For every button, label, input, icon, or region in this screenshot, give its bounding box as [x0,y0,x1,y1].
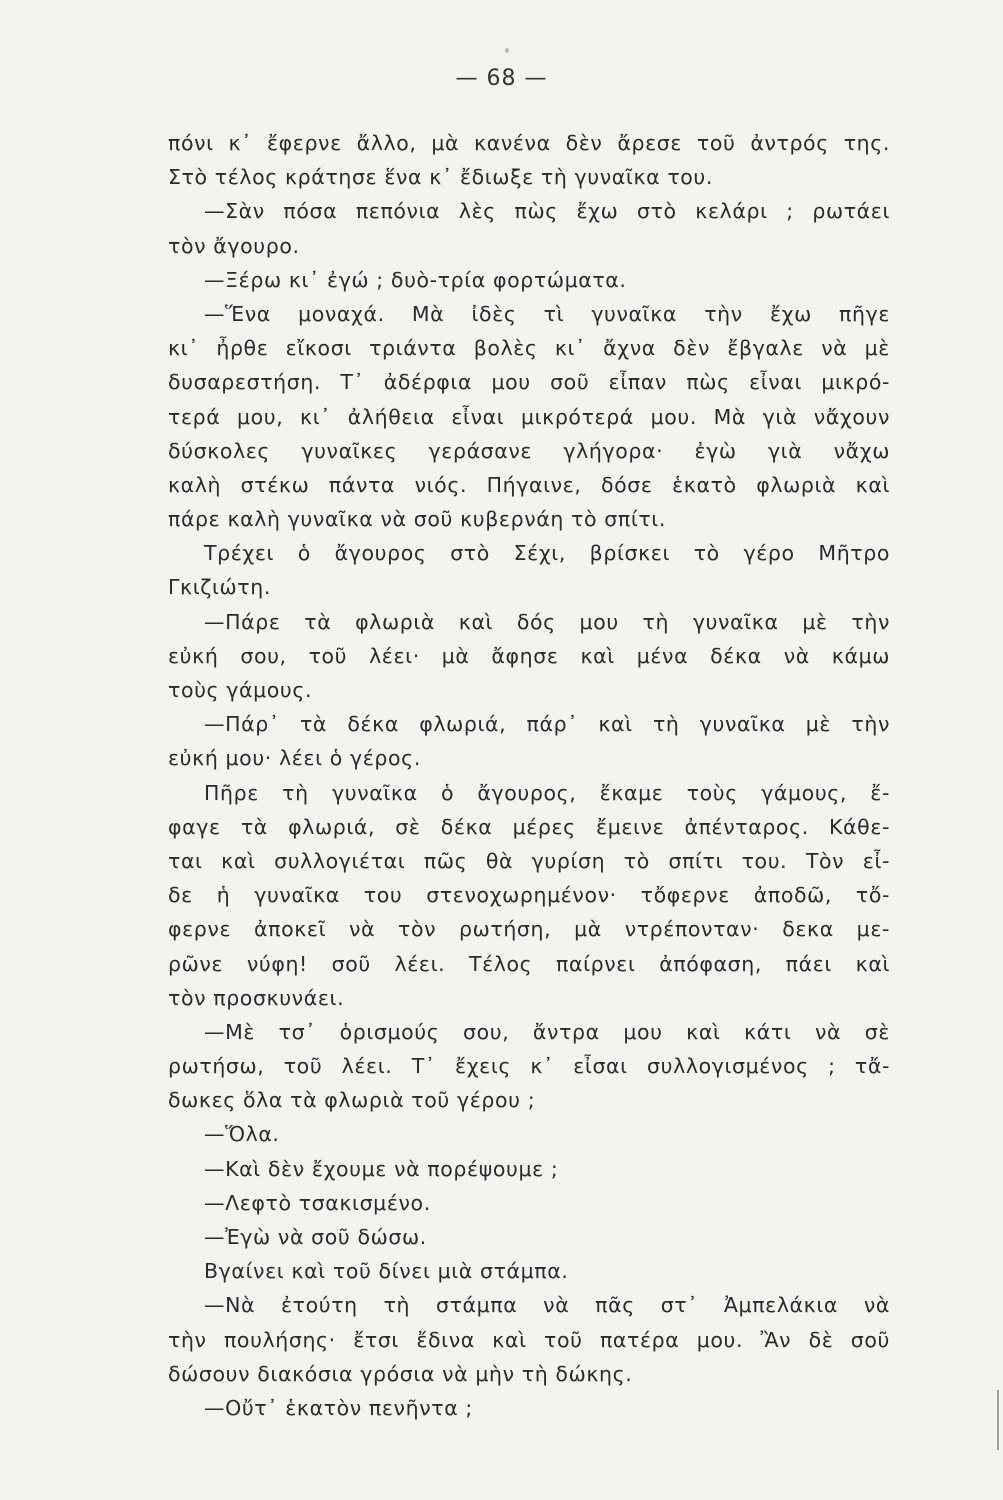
text-line: Στὸ τέλος κράτησε ἕνα κ᾽ ἔδιωξε τὴ γυναῖκα του. [168,165,714,190]
text-line: ται καὶ συλλογιέται πῶς θὰ γυρίση τὸ σπίτι του. Τὸν εἶ- [168,848,890,873]
text-line: πάρε καλὴ γυναῖκα νὰ σοῦ κυβερνάη τὸ σπίτι. [168,507,666,532]
page-edge-mark [997,1390,999,1450]
text-line: Γκιζιώτη. [168,575,271,600]
text-line: —Καὶ δὲν ἔχουμε νὰ πορέψουμε ; [204,1156,559,1181]
text-line: Τρέχει ὁ ἄγουρος στὸ Σέχι, βρίσκει τὸ γέρο Μῆτρο [204,541,890,566]
text-line: δε ἡ γυναῖκα του στενοχωρημένον· τὄφερνε ἀποδῶ, τὄ- [168,883,890,908]
text-line: δύσκολες γυναῖκες γεράσανε γλήγορα· ἐγὼ γιὰ νἄχω [168,438,890,463]
text-line: φαγε τὰ φλωριά, σὲ δέκα μέρες ἔμεινε ἀπένταρος. Κάθε- [168,814,890,839]
text-line: —Ὅλα. [204,1122,280,1147]
text-line: ρῶνε νύφη! σοῦ λέει. Τέλος παίρνει ἀπόφαση, πάει καὶ [168,951,890,976]
text-line: —Σὰν πόσα πεπόνια λὲς πὼς ἔχω στὸ κελάρι ; ρωτάει [204,199,890,224]
text-line: —Λεφτὸ τσακισμένο. [204,1190,431,1215]
text-line: δωκες ὅλα τὰ φλωριὰ τοῦ γέρου ; [168,1088,536,1113]
text-line: ρωτήσω, τοῦ λέει. Τ᾽ ἔχεις κ᾽ εἶσαι συλλογισμένος ; τἄ- [168,1054,890,1079]
text-line: —Μὲ τσ᾽ ὁρισμούς σου, ἄντρα μου καὶ κάτι νὰ σὲ [204,1019,890,1044]
body-text [168,126,890,1425]
page-number: — 68 — [455,66,548,91]
text-line: —Ἐγὼ νὰ σοῦ δώσω. [204,1225,427,1249]
text-line: —Ἕνα μοναχά. Μὰ ἰδὲς τὶ γυναῖκα τὴν ἔχω πῆγε [204,301,890,326]
text-line: πόνι κ᾽ ἔφερνε ἄλλο, μὰ κανένα δὲν ἄρεσε τοῦ ἀντρός της. [168,131,890,155]
text-line: καλὴ στέκω πάντα νιός. Πήγαινε, δόσε ἑκατὸ φλωριὰ καὶ [168,472,890,497]
text-line: —Νὰ ἐτούτη τὴ στάμπα νὰ πᾶς στ᾽ Ἀμπελάκια νὰ [204,1293,890,1318]
text-line: τερά μου, κι᾽ ἀλήθεια εἶναι μικρότερά μου. Μὰ γιὰ νἄχουν [168,404,890,429]
text-line: —Οὔτ᾽ ἑκατὸν πενῆντα ; [204,1395,473,1420]
text-line: —Πάρ᾽ τὰ δέκα φλωριά, πάρ᾽ καὶ τὴ γυναῖκα μὲ τὴν [204,712,890,737]
text-line: φερνε ἀποκεῖ νὰ τὸν ρωτήση, μὰ ντρέπονταν· δεκα με- [168,917,890,942]
text-line: Πῆρε τὴ γυναῖκα ὁ ἄγουρος, ἔκαμε τοὺς γάμους, ἔ- [204,780,890,805]
text-line: τὴν πουλήσης· ἔτσι ἔδινα καὶ τοῦ πατέρα μου. Ἂν δὲ σοῦ [168,1327,890,1352]
text-line: κι᾽ ἦρθε εἴκοσι τριάντα βολὲς κι᾽ ἄχνα δὲν ἔβγαλε νὰ μὲ [168,336,890,361]
text-line: τοὺς γάμους. [168,678,313,702]
text-line: τὸν ἄγουρο. [168,233,300,258]
text-line: δώσουν διακόσια γρόσια νὰ μὴν τὴ δώκης. [168,1361,633,1386]
text-line: τὸν προσκυνάει. [168,985,345,1010]
text-line: εὐκή μου· λέει ὁ γέρος. [168,746,421,771]
paper-speck [505,48,509,53]
text-line: εὐκή σου, τοῦ λέει· μὰ ἄφησε καὶ μένα δέκα νὰ κάμω [168,643,890,668]
text-line: —Πάρε τὰ φλωριὰ καὶ δός μου τὴ γυναῖκα μὲ τὴν [204,609,890,634]
text-line: δυσαρεστήση. Τ᾽ ἀδέρφια μου σοῦ εἶπαν πὼς εἶναι μικρό- [168,370,890,395]
text-line: —Ξέρω κι᾽ ἐγώ ; δυὸ-τρία φορτώματα. [204,267,627,292]
text-line: Βγαίνει καὶ τοῦ δίνει μιὰ στάμπα. [204,1259,569,1284]
